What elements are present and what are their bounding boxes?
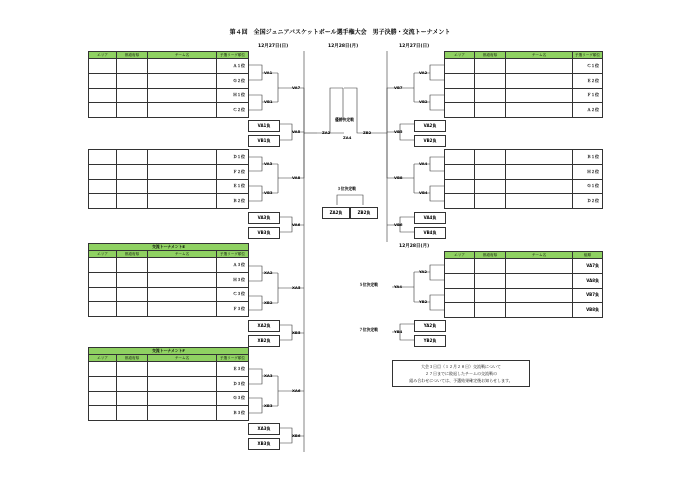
caption-exchange-f: 交流トーナメントF [89,348,249,355]
seed-label: Ｄ２位 [573,194,603,209]
header-seed: 予選リーグ順位 [573,52,603,59]
match-vb3: VB3 [264,190,273,195]
header-pref: 都道府県 [117,52,148,59]
box-vb2-loser[interactable]: VB2負 [414,135,446,147]
match-ya2: YA2 [419,269,427,274]
seed-label: Ｄ３位 [217,376,249,391]
seed-label: Ｃ３位 [217,287,249,302]
header-area: エリア [89,251,117,258]
date-day1-left: 12月27日(日) [258,44,289,49]
match-yb4: YB4 [394,329,403,334]
seed-label: Ｃ２位 [217,103,249,118]
box-xa3-loser[interactable]: XA3負 [248,423,280,435]
header-team: チーム名 [148,251,217,258]
seed-label: Ｄ１位 [217,150,249,165]
notice-line-1: 大会３日目（１２月２８日）交流戦について [421,364,501,369]
match-za2: ZA2 [322,130,331,135]
header-area: エリア [89,355,117,362]
header-seed: 予選リーグ順位 [217,251,249,258]
header-area: エリア [445,52,475,59]
seed-label: Ｇ２位 [217,73,249,88]
seed-label: Ａ１位 [217,59,249,74]
notice-line-2: ２７日までに敗退したチームの交流戦の [425,371,497,376]
seed-label: Ｅ１位 [217,179,249,194]
match-xb5: XB5 [292,330,301,335]
box-za2-loser[interactable]: ZA2負 [322,207,350,219]
box-xb3-loser[interactable]: XB3負 [248,438,280,450]
seed-label: Ａ３位 [217,258,249,273]
match-va6: VA6 [292,222,301,227]
match-xa2: XA2 [264,270,273,275]
seed-label: Ｃ１位 [573,59,603,74]
seed-label: Ｅ２位 [573,73,603,88]
match-va5: VA5 [292,129,301,134]
match-vb7: VB7 [394,85,403,90]
box-ya2-loser[interactable]: YA2負 [414,320,446,332]
match-vb8: VB8 [394,175,403,180]
header-team: チーム名 [506,252,573,259]
page-title: 第４回 全国ジュニアバスケットボール選手権大会 男子決勝・交流トーナメント [229,29,451,36]
seed-label: Ｂ３位 [217,406,249,421]
seed-label: Ｆ３位 [217,302,249,317]
match-vb5: VB5 [394,129,403,134]
match-ya4: YA4 [394,284,402,289]
seed-label: Ｂ１位 [573,150,603,165]
header-seed: 予選リーグ順位 [217,52,249,59]
notice-box [392,360,530,387]
notice-line-3: 組み合わせについては、予選結果確定後お知らせします。 [409,378,513,383]
seed-label: Ｅ３位 [217,362,249,377]
label-fifth: ５位決定戦 [359,282,378,287]
header-seed: 予選リーグ順位 [217,355,249,362]
match-va3: VA3 [264,161,273,166]
match-zb2: ZB2 [363,130,372,135]
match-vb4: VB4 [419,190,428,195]
date-day1-right: 12月27日(日) [399,44,430,49]
match-yb2: YB2 [419,299,428,304]
box-vb1-loser[interactable]: VB1負 [248,135,280,147]
date-day2-right: 12月28日(月) [399,244,430,249]
seed-label: Ｆ１位 [573,88,603,103]
seed-label: VA7負 [573,259,603,274]
match-va7: VA7 [292,85,301,90]
date-day2-center: 12月28日(月) [328,44,359,49]
box-zb2-loser[interactable]: ZB2負 [350,207,378,219]
match-vb6: VB6 [394,222,403,227]
header-area: エリア [445,252,475,259]
header-pref: 都道府県 [117,251,148,258]
header-seed-short: 組順 [573,252,603,259]
seed-label: Ｇ１位 [573,179,603,194]
seed-label: VB8負 [573,303,603,318]
match-xa6: XA6 [292,388,301,393]
seed-label: Ｈ２位 [573,164,603,179]
match-va4: VA4 [419,161,428,166]
header-area: エリア [89,52,117,59]
header-team: チーム名 [148,52,217,59]
seed-label: VA8負 [573,273,603,288]
seed-label: VB7負 [573,288,603,303]
seed-label: Ｈ３位 [217,272,249,287]
match-va8: VA8 [292,175,301,180]
header-pref: 都道府県 [117,355,148,362]
label-final: 優勝決定戦 [335,117,354,122]
seed-label: Ａ２位 [573,103,603,118]
box-yb2-loser[interactable]: YB2負 [414,335,446,347]
box-va2-loser[interactable]: VA2負 [414,120,446,132]
match-vb1: VB1 [264,99,273,104]
box-vb3-loser[interactable]: VB3負 [248,227,280,239]
box-xb2-loser[interactable]: XB2負 [248,335,280,347]
label-seventh: ７位決定戦 [359,327,378,332]
header-team: チーム名 [148,355,217,362]
caption-exchange-e: 交流トーナメントE [89,244,249,251]
match-xb2: XB2 [264,300,273,305]
header-pref: 都道府県 [475,52,506,59]
match-xb6: XB6 [292,433,301,438]
match-xa3: XA3 [264,373,273,378]
header-team: チーム名 [506,52,573,59]
match-xa5: XA5 [292,285,301,290]
box-va3-loser[interactable]: VA3負 [248,212,280,224]
box-va4-loser[interactable]: VA4負 [414,212,446,224]
box-va1-loser[interactable]: VA1負 [248,120,280,132]
seed-label: Ｆ２位 [217,164,249,179]
seed-label: Ｂ２位 [217,194,249,209]
match-va1: VA1 [264,70,273,75]
match-vb2: VB2 [419,99,428,104]
match-za4: ZA4 [343,135,352,140]
seed-label: Ｇ３位 [217,391,249,406]
label-third: ３位決定戦 [337,186,356,191]
match-va2: VA2 [419,70,428,75]
box-xa2-loser[interactable]: XA2負 [248,320,280,332]
header-pref: 都道府県 [475,252,506,259]
box-vb4-loser[interactable]: VB4負 [414,227,446,239]
seed-label: Ｈ１位 [217,88,249,103]
match-xb3: XB3 [264,403,273,408]
